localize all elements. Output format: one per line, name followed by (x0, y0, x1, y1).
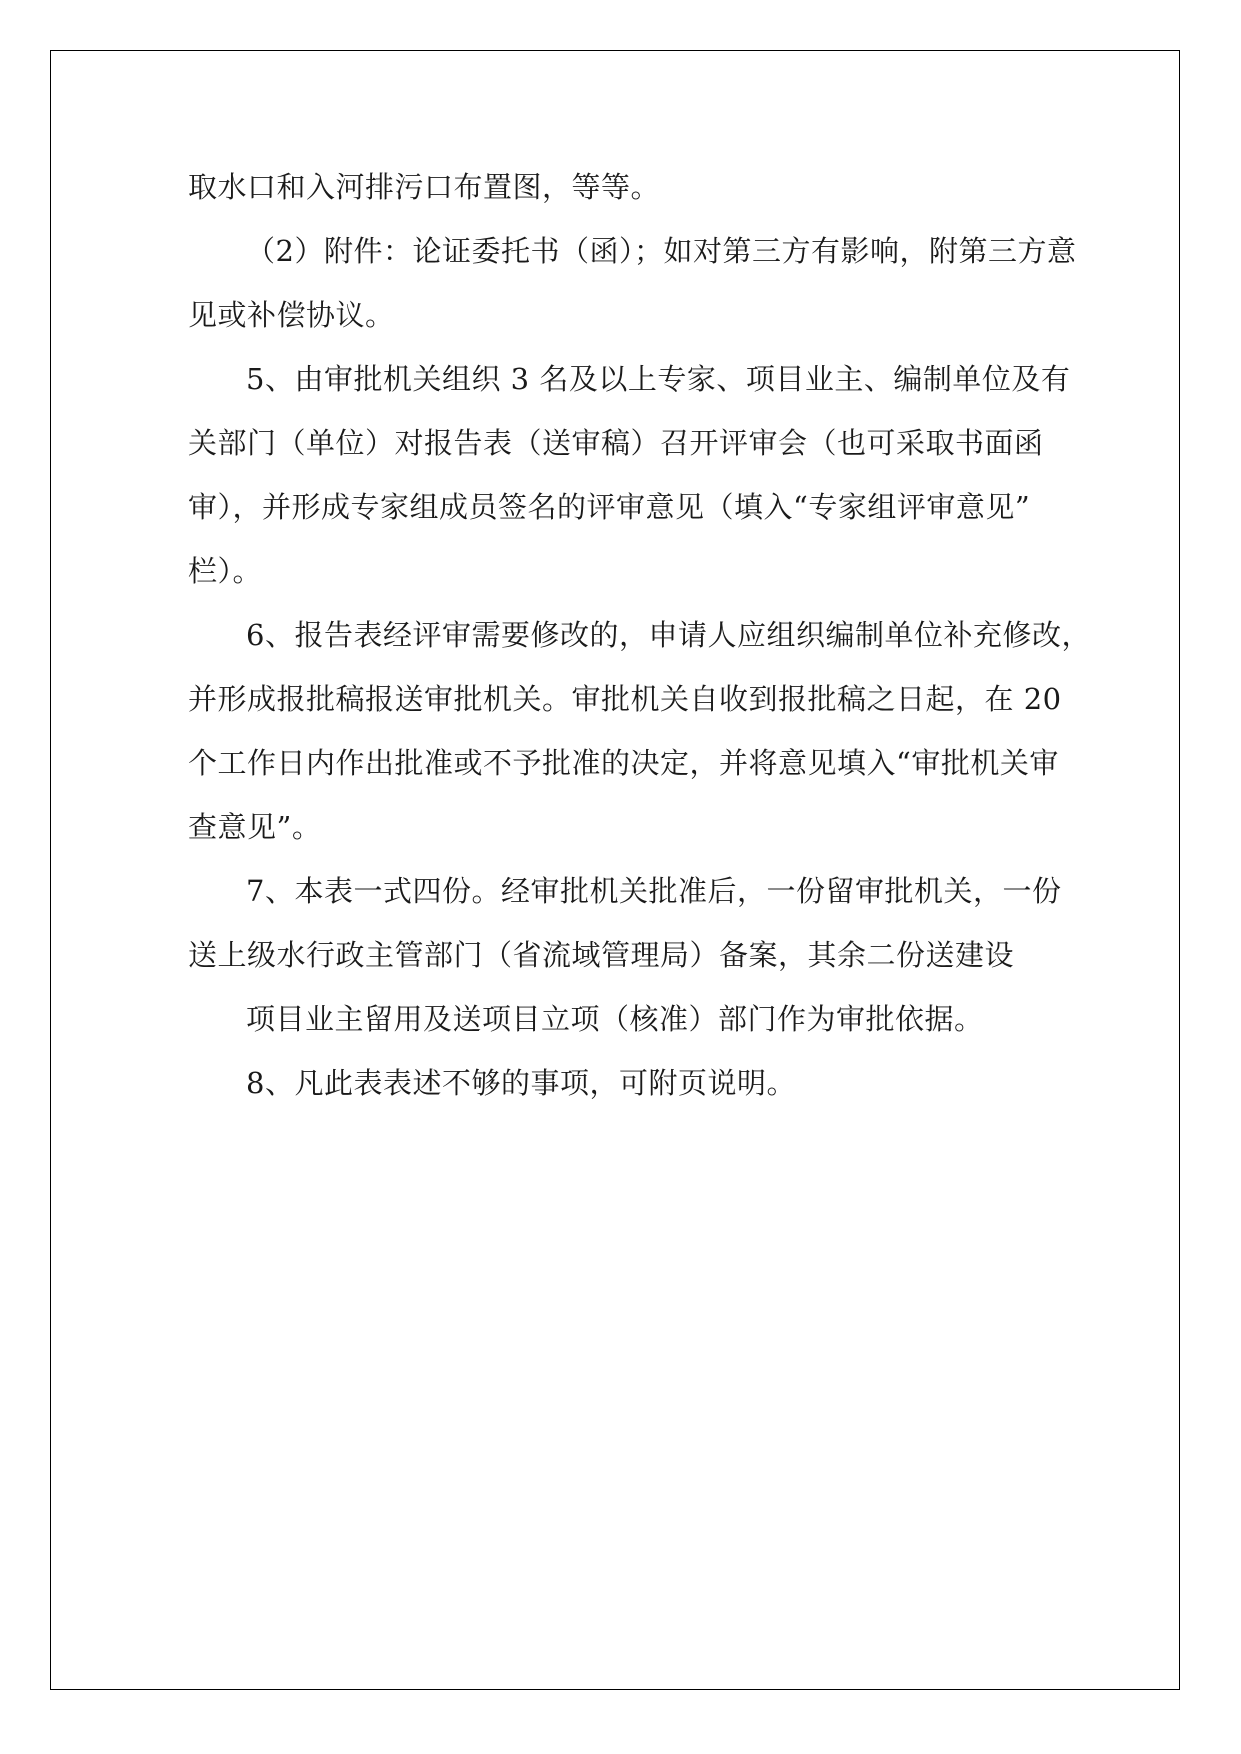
text-line-8: 6、报告表经评审需要修改的，申请人应组织编制单位补充修改， (246, 618, 1091, 652)
text-line-13: 送上级水行政主管部门（省流域管理局）备案，其余二份送建设 (188, 938, 1015, 972)
text-line-7: 栏）。 (188, 554, 263, 588)
document-body (188, 155, 1091, 1115)
text-line-11: 查意见”。 (188, 810, 322, 844)
text-line-12: 7、本表一式四份。经审批机关批准后，一份留审批机关，一份 (246, 874, 1062, 908)
text-line-2: （2）附件：论证委托书（函）；如对第三方有影响，附第三方意 (246, 234, 1077, 268)
text-line-5: 关部门（单位）对报告表（送审稿）召开评审会（也可采取书面函 (188, 426, 1044, 460)
text-line-9: 并形成报批稿报送审批机关。审批机关自收到报批稿之日起，在 20 (188, 682, 1062, 716)
text-line-15: 8、凡此表表述不够的事项，可附页说明。 (246, 1066, 796, 1100)
text-line-14: 项目业主留用及送项目立项（核准）部门作为审批依据。 (246, 1002, 984, 1036)
text-line-3: 见或补偿协议。 (188, 298, 395, 332)
text-line-6: 审），并形成专家组成员签名的评审意见（填入“专家组评审意见” (188, 490, 1031, 524)
text-line-1: 取水口和入河排污口布置图，等等。 (188, 170, 661, 204)
text-line-4: 5、由审批机关组织 3 名及以上专家、项目业主、编制单位及有 (246, 362, 1071, 396)
text-line-10: 个工作日内作出批准或不予批准的决定，并将意见填入“审批机关审 (188, 746, 1059, 780)
